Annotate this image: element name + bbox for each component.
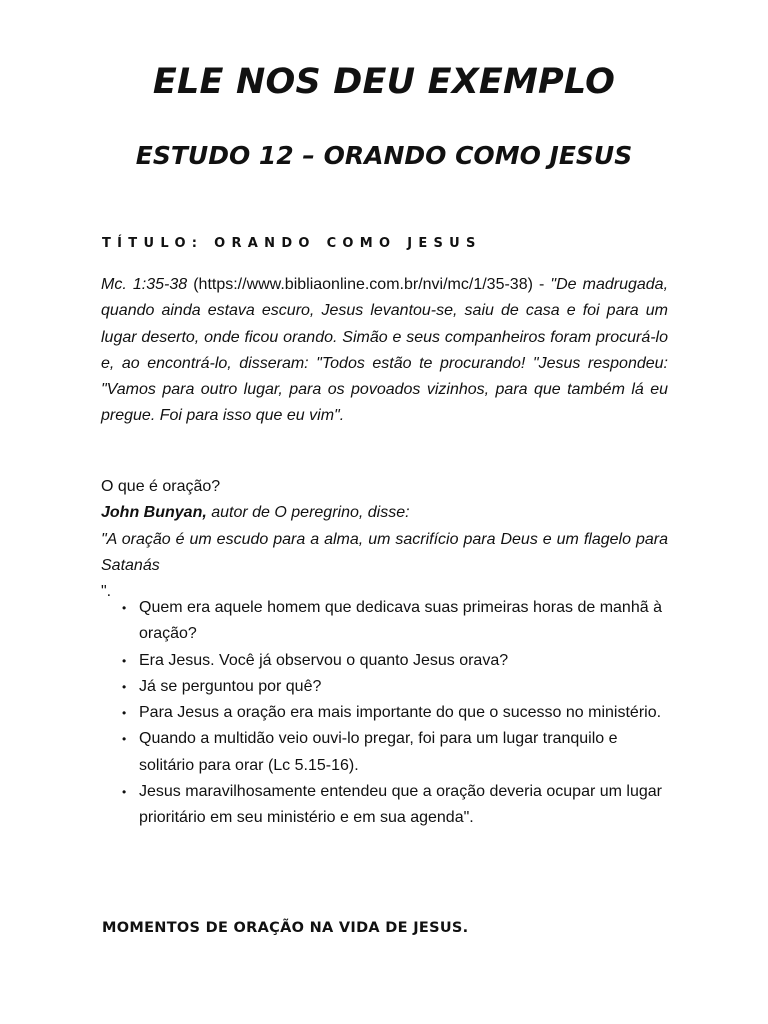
question-line: O que é oração? (101, 478, 221, 495)
author-description: autor de O peregrino, disse: (206, 504, 410, 522)
scripture-quote: "De madrugada, quando ainda estava escuro, Jesus levantou-se, saiu de casa e foi para um lugar deserto, onde ficou orando. Simão e seus companheiros foram procurá-lo e, ao encontrá-lo, disseram: "Todos estão te procurando! "Jesus respondeu: "Vamos para outro lugar, para os povoados vizinhos, para que também lá eu pregue. Foi para isso que eu vim". (101, 276, 669, 425)
scripture-reference: Mc. 1:35-38 (101, 276, 188, 293)
author-quote-end: ". (101, 583, 112, 601)
section-label: TÍTULO: ORANDO COMO JESUS (102, 236, 482, 251)
bullet-icon: • (122, 706, 127, 721)
author-quote-text: "A oração é um escudo para a alma, um sacrifício para Deus e um flagelo para Satanás (101, 530, 668, 574)
bullet-list (119, 595, 671, 832)
list-item (119, 648, 671, 674)
list-item (119, 674, 671, 700)
prayer-question-block (101, 474, 668, 605)
bullet-icon: • (122, 785, 127, 800)
section-heading: MOMENTOS DE ORAÇÃO NA VIDA DE JESUS. (102, 920, 469, 936)
author-line (101, 500, 668, 526)
bullet-icon: • (122, 601, 127, 615)
list-item-text: Já se perguntou por quê? (139, 677, 322, 695)
author-name: John Bunyan, (101, 504, 207, 522)
list-item (119, 700, 671, 726)
scripture-paragraph (101, 272, 668, 430)
scripture-url: (https://www.bibliaonline.com.br/nvi/mc/1/35-38) (193, 276, 533, 293)
document-subtitle: ESTUDO 12 – ORANDO COMO JESUS (135, 141, 633, 170)
author-quote (101, 527, 668, 606)
list-item-text: Era Jesus. Você já observou o quanto Jesus orava? (139, 651, 509, 669)
list-item (119, 779, 671, 832)
list-item (119, 595, 671, 648)
list-item-text: Para Jesus a oração era mais importante do que o sucesso no ministério. (139, 704, 662, 722)
list-item-text: Jesus maravilhosamente entendeu que a oração deveria ocupar um lugar prioritário em seu ministério e em sua agenda". (139, 783, 662, 827)
scripture-dash: - (532, 276, 551, 293)
bullet-icon: • (122, 679, 127, 694)
bullet-icon: • (122, 653, 127, 668)
document-title: ELE NOS DEU EXEMPLO (152, 62, 616, 102)
bullet-icon: • (122, 732, 127, 747)
list-item-text: Quem era aquele homem que dedicava suas primeiras horas de manhã à oração? (139, 599, 662, 643)
list-item-text: Quando a multidão veio ouvi-lo pregar, foi para um lugar tranquilo e solitário para orar (Lc 5.15-16). (139, 730, 618, 774)
list-item (119, 726, 671, 779)
